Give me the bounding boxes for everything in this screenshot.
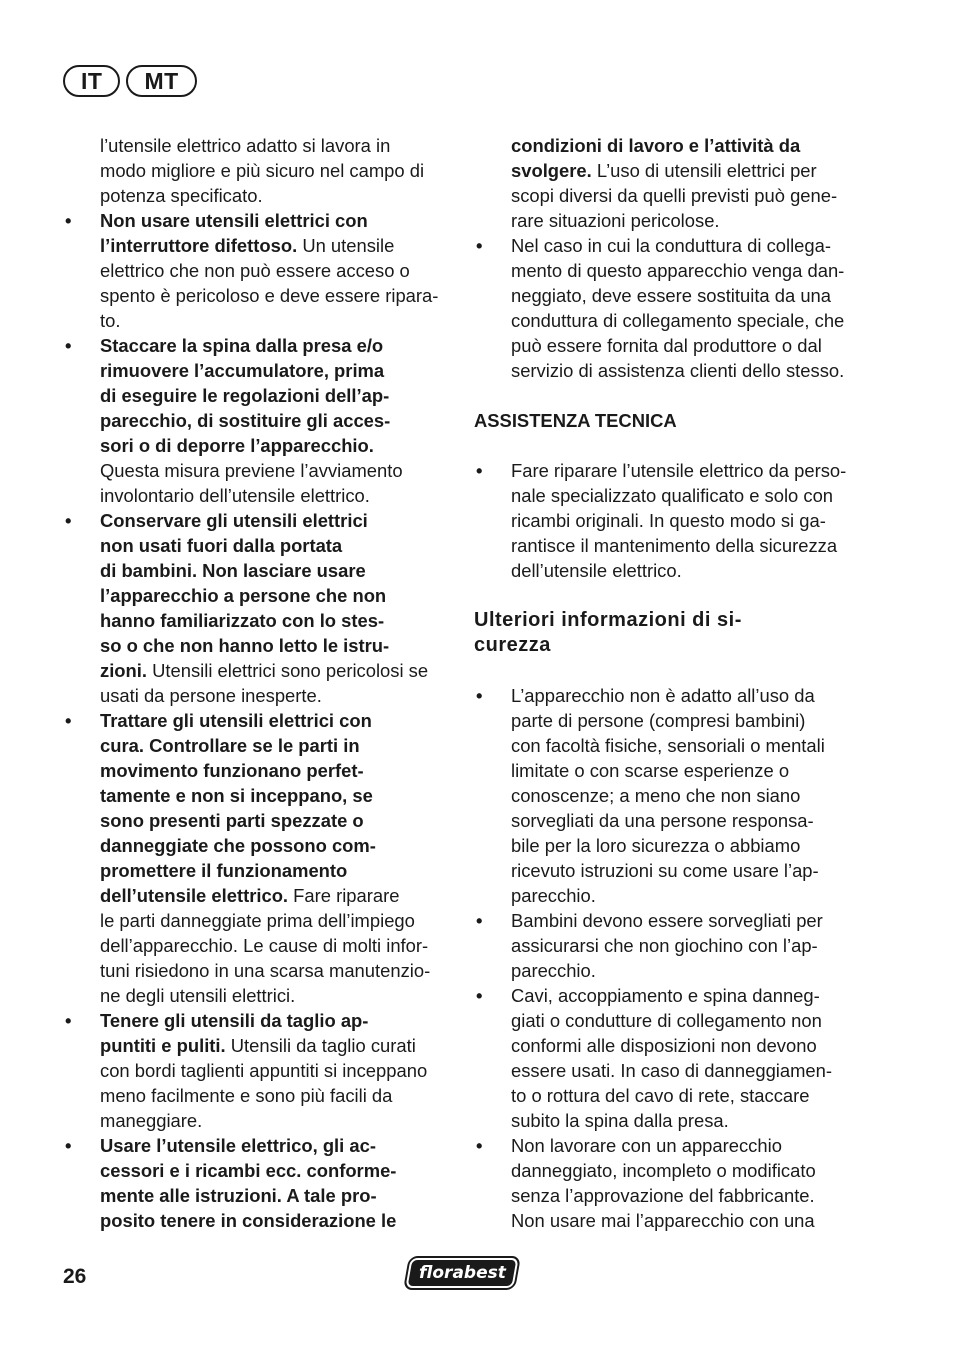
logo-frame: [405, 1258, 518, 1288]
text-line: Fare riparare l’utensile elettrico da perso-: [511, 460, 847, 481]
text-line: to o rottura del cavo di rete, staccare: [511, 1085, 810, 1106]
list-item-repair-service: [474, 458, 869, 583]
text-line: subito la spina dalla presa.: [511, 1110, 729, 1131]
list-item-use-per-instructions: [63, 1133, 453, 1233]
text-line: essere usati. In caso di danneggiamen-: [511, 1060, 833, 1081]
text-line: Non usare mai l’apparecchio con una: [511, 1210, 815, 1231]
logo-text: florabest: [418, 1263, 506, 1283]
text-line: svolgere. L’uso di utensili elettrici per: [511, 160, 817, 181]
text-line: Non usare utensili elettrici con: [100, 210, 368, 231]
bullet-icon: •: [65, 335, 72, 356]
bullet-icon: •: [476, 985, 483, 1006]
text-line: Nel caso in cui la conduttura di collega-: [511, 235, 831, 256]
text-line: non usati fuori dalla portata: [100, 535, 343, 556]
text-line: limitate o con scarse esperienze o: [511, 760, 790, 781]
text-line: danneggiate che possono com-: [100, 835, 376, 856]
text-line: condizioni di lavoro e l’attività da: [511, 135, 801, 156]
text-line: tamente e non si inceppano, se: [100, 785, 373, 806]
section-heading-service: ASSISTENZA TECNICA: [474, 410, 677, 431]
text-line: giati o condutture di collegamento non: [511, 1010, 822, 1031]
text-line: usati da persone inesperte.: [100, 685, 322, 706]
text-line: tuni risiedono in una scarsa manutenzio-: [100, 960, 431, 981]
list-item-not-suitable: [474, 683, 869, 908]
bullet-icon: •: [476, 460, 483, 481]
text-line: maneggiare.: [100, 1110, 203, 1131]
text-line: rare situazioni pericolose.: [511, 210, 720, 231]
text-line: cessori e i ricambi ecc. conforme-: [100, 1160, 397, 1181]
text-line: l’interruttore difettoso. Un utensile: [100, 235, 395, 256]
language-badge-mt: MT: [126, 65, 196, 97]
text-line: sori o di deporre l’apparecchio.: [100, 435, 374, 456]
text-line: Bambini devono essere sorvegliati per: [511, 910, 823, 931]
bullet-icon: •: [476, 910, 483, 931]
text-line: conoscenze; a meno che non siano: [511, 785, 801, 806]
bullet-icon: •: [476, 685, 483, 706]
florabest-logo: [403, 1256, 521, 1290]
list-item-faulty-switch: [63, 208, 453, 333]
text-line: le parti danneggiate prima dell’impiego: [100, 910, 415, 931]
list-item-damaged-device: [474, 1133, 869, 1233]
text-line: Staccare la spina dalla presa e/o: [100, 335, 384, 356]
text-line: dell’apparecchio. Le cause di molti infor-: [100, 935, 429, 956]
text-line: to.: [100, 310, 121, 331]
bullet-icon: •: [65, 1135, 72, 1156]
text-line: parte di persone (compresi bambini): [511, 710, 806, 731]
text-line: Usare l’utensile elettrico, gli ac-: [100, 1135, 376, 1156]
text-line: dell’utensile elettrico.: [511, 560, 682, 581]
text-line: scopi diversi da quelli previsti può gene-: [511, 185, 838, 206]
bullet-icon: •: [476, 1135, 483, 1156]
text-line: so o che non hanno letto le istru-: [100, 635, 390, 656]
text-line: Tenere gli utensili da taglio ap-: [100, 1010, 369, 1031]
text-line: rantisce il mantenimento della sicurezza: [511, 535, 838, 556]
text-line: può essere fornita dal produttore o dal: [511, 335, 822, 356]
text-line: dell’utensile elettrico. Fare riparare: [100, 885, 400, 906]
list-item-store-tools: [63, 508, 453, 708]
text-line: di bambini. Non lasciare usare: [100, 560, 366, 581]
text-line: ricevuto istruzioni su come usare l’ap-: [511, 860, 819, 881]
intro-paragraph: [63, 133, 453, 208]
text-line: senza l’approvazione del fabbricante.: [511, 1185, 815, 1206]
text-line: parecchio, di sostituire gli acces-: [100, 410, 391, 431]
text-line: Trattare gli utensili elettrici con: [100, 710, 372, 731]
text-line: rimuovere l’accumulatore, prima: [100, 360, 385, 381]
text-line: mente alle istruzioni. A tale pro-: [100, 1185, 377, 1206]
text-line: di eseguire le regolazioni dell’ap-: [100, 385, 390, 406]
text-line: conduttura di collegamento speciale, che: [511, 310, 845, 331]
heading-line: curezza: [474, 634, 551, 656]
list-item-unplug: [63, 333, 453, 508]
text-line: Non lavorare con un apparecchio: [511, 1135, 782, 1156]
text-line: sono presenti parti spezzate o: [100, 810, 364, 831]
bullet-icon: •: [65, 210, 72, 231]
left-column: [63, 133, 453, 1233]
bullet-icon: •: [65, 710, 72, 731]
text-line: hanno familiarizzato con lo stes-: [100, 610, 385, 631]
text-line: zioni. Utensili elettrici sono pericolosi se: [100, 660, 429, 681]
text-line: L’apparecchio non è adatto all’uso da: [511, 685, 815, 706]
section-heading-further-info: [474, 608, 869, 658]
bullet-icon: •: [65, 1010, 72, 1031]
text-line: sorvegliati da una persone responsa-: [511, 810, 814, 831]
text-line: conformi alle disposizioni non devono: [511, 1035, 817, 1056]
text-line: Conservare gli utensili elettrici: [100, 510, 368, 531]
text-line: Questa misura previene l’avviamento: [100, 460, 403, 481]
text-line: l’apparecchio a persone che non: [100, 585, 387, 606]
text-line: parecchio.: [511, 960, 596, 981]
bullet-icon: •: [476, 235, 483, 256]
continued-paragraph: [474, 133, 869, 233]
page-number: 26: [63, 1265, 87, 1288]
text-line: danneggiato, incompleto o modificato: [511, 1160, 816, 1181]
text-line: spento è pericoloso e deve essere ripara-: [100, 285, 439, 306]
text-line: Cavi, accoppiamento e spina danneg-: [511, 985, 820, 1006]
list-item-damaged-cables: [474, 983, 869, 1133]
text-line: l’utensile elettrico adatto si lavora in: [100, 135, 391, 156]
list-item-cable-replacement: [474, 233, 869, 383]
text-line: puntiti e puliti. Utensili da taglio curati: [100, 1035, 416, 1056]
text-line: meno facilmente e sono più facili da: [100, 1085, 393, 1106]
text-line: ricambi originali. In questo modo si ga-: [511, 510, 826, 531]
list-item-children: [474, 908, 869, 983]
text-line: promettere il funzionamento: [100, 860, 348, 881]
right-column: [474, 133, 869, 1233]
text-line: servizio di assistenza clienti dello stesso.: [511, 360, 845, 381]
text-line: parecchio.: [511, 885, 596, 906]
text-line: movimento funzionano perfet-: [100, 760, 364, 781]
language-badge-it: IT: [63, 65, 120, 97]
text-line: con facoltà fisiche, sensoriali o mentali: [511, 735, 825, 756]
text-line: nale specializzato qualificato e solo con: [511, 485, 834, 506]
text-line: neggiato, deve essere sostituita da una: [511, 285, 832, 306]
text-line: modo migliore e più sicuro nel campo di: [100, 160, 425, 181]
list-item-sharp-tools: [63, 1008, 453, 1133]
bullet-icon: •: [65, 510, 72, 531]
list-item-maintain-tools: [63, 708, 453, 1008]
text-line: involontario dell’utensile elettrico.: [100, 485, 370, 506]
text-line: assicurarsi che non giochino con l’ap-: [511, 935, 818, 956]
text-line: bile per la loro sicurezza o abbiamo: [511, 835, 801, 856]
text-line: con bordi taglienti appuntiti si inceppano: [100, 1060, 428, 1081]
text-line: elettrico che non può essere acceso o: [100, 260, 410, 281]
text-line: ne degli utensili elettrici.: [100, 985, 296, 1006]
text-line: posito tenere in considerazione le: [100, 1210, 397, 1231]
heading-line: Ulteriori informazioni di si-: [474, 609, 742, 631]
text-line: mento di questo apparecchio venga dan-: [511, 260, 845, 281]
language-selector: [63, 65, 197, 97]
text-line: potenza specificato.: [100, 185, 263, 206]
text-line: cura. Controllare se le parti in: [100, 735, 360, 756]
